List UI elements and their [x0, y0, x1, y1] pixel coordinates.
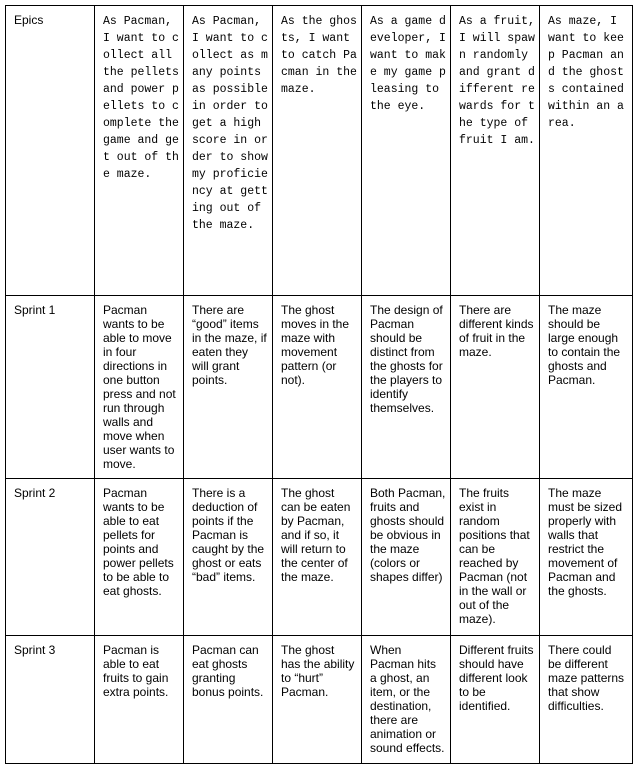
story-cell: There are different kinds of fruit in the maze.	[451, 296, 540, 479]
story-cell: Pacman can eat ghosts granting bonus points.	[184, 636, 273, 764]
epic-cell-fruit: As a fruit, I will spawn randomly and grant different rewards for the type of fruit I am.	[451, 6, 540, 296]
epics-row	[6, 6, 633, 296]
story-cell: Different fruits should have different look to be identified.	[451, 636, 540, 764]
story-cell: There is a deduction of points if the Pacman is caught by the ghost or eats “bad” items.	[184, 479, 273, 636]
epic-cell-developer: As a game developer, I want to make my game pleasing to the eye.	[362, 6, 451, 296]
story-cell: There are “good” items in the maze, if eaten they will grant points.	[184, 296, 273, 479]
story-cell: The ghost moves in the maze with movement pattern (or not).	[273, 296, 362, 479]
story-cell: There could be different maze patterns that show difficulties.	[540, 636, 633, 764]
story-cell: The maze should be large enough to contain the ghosts and Pacman.	[540, 296, 633, 479]
story-cell: Pacman wants to be able to eat pellets for points and power pellets to be able to eat ghosts.	[95, 479, 184, 636]
story-cell: The ghost can be eaten by Pacman, and if so, it will return to the center of the maze.	[273, 479, 362, 636]
epic-cell-ghosts: As the ghosts, I want to catch Pacman in the maze.	[273, 6, 362, 296]
story-cell: The maze must be sized properly with walls that restrict the movement of Pacman and the ghosts.	[540, 479, 633, 636]
story-cell: The design of Pacman should be distinct from the ghosts for the players to identify themselves.	[362, 296, 451, 479]
sprint-1-row	[6, 296, 633, 479]
epic-cell-pacman-points: As Pacman, I want to collect as many points as possible in order to get a high score in order to show my proficiency at getting out of the maze.	[184, 6, 273, 296]
sprint-3-row	[6, 636, 633, 764]
row-label-sprint-2: Sprint 2	[6, 479, 95, 636]
row-label-sprint-3: Sprint 3	[6, 636, 95, 764]
sprint-2-row	[6, 479, 633, 636]
epic-cell-pacman-pellets: As Pacman, I want to collect all the pellets and power pellets to complete the game and get out of the maze.	[95, 6, 184, 296]
row-label-sprint-1: Sprint 1	[6, 296, 95, 479]
row-label-epics: Epics	[6, 6, 95, 296]
story-cell: When Pacman hits a ghost, an item, or the destination, there are animation or sound effects.	[362, 636, 451, 764]
story-cell: Both Pacman, fruits and ghosts should be obvious in the maze (colors or shapes differ)	[362, 479, 451, 636]
story-cell: Pacman is able to eat fruits to gain extra points.	[95, 636, 184, 764]
story-cell: The ghost has the ability to “hurt” Pacman.	[273, 636, 362, 764]
story-cell: The fruits exist in random positions that can be reached by Pacman (not in the wall or out of the maze).	[451, 479, 540, 636]
story-cell: Pacman wants to be able to move in four directions in one button press and not run through walls and move when user wants to move.	[95, 296, 184, 479]
user-stories-table	[5, 5, 633, 764]
epic-cell-maze: As maze, I want to keep Pacman and the ghosts contained within an area.	[540, 6, 633, 296]
